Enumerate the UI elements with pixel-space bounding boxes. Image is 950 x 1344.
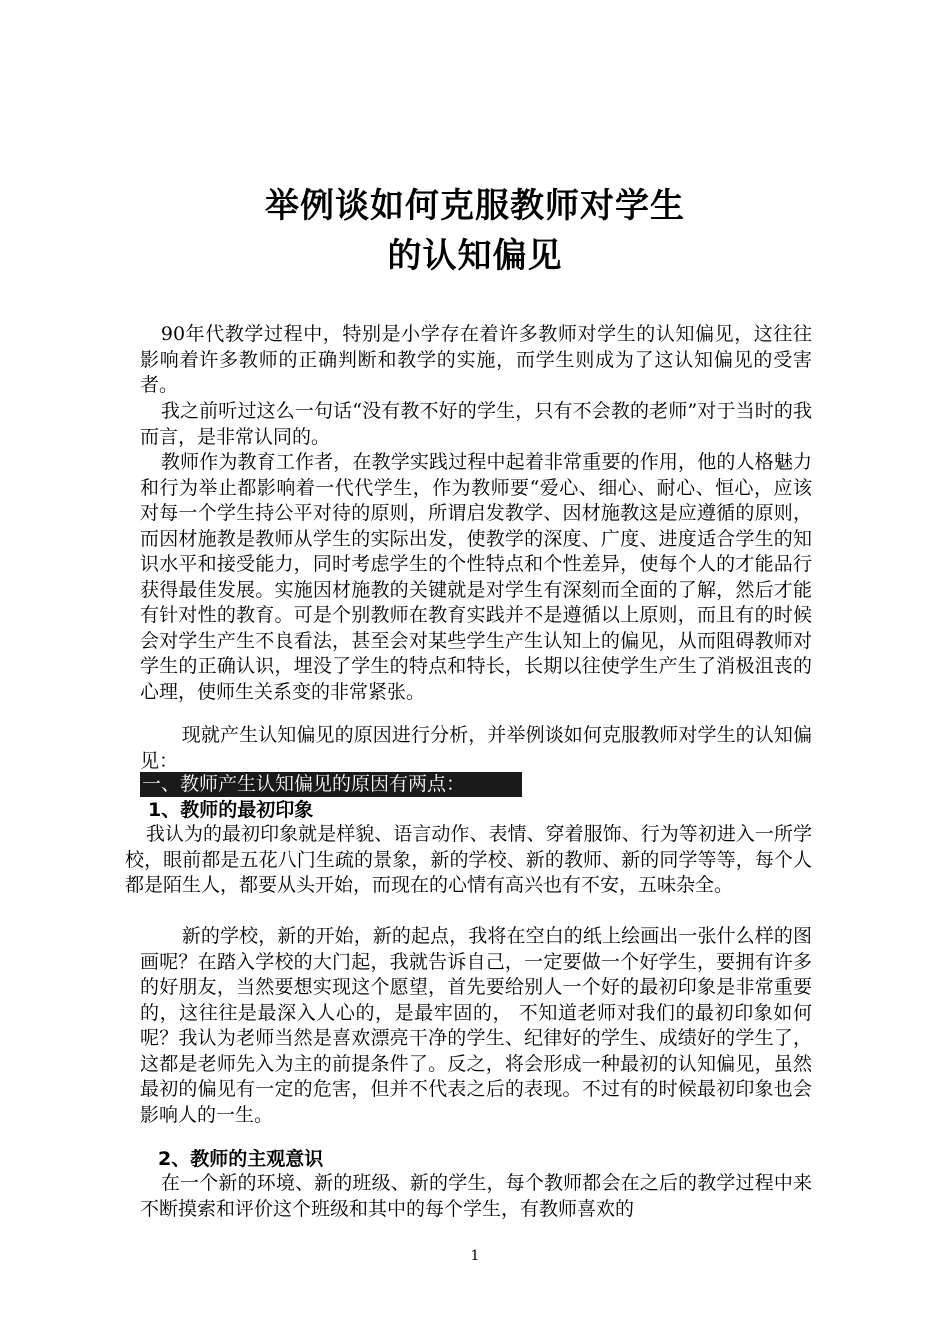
paragraph-quote: 我之前听过这么一句话“没有教不好的学生，只有不会教的老师”对于当时的我而言，是非常认同的。 [140, 400, 812, 448]
paragraph-first-impression-2: 新的学校，新的开始，新的起点，我将在空白的纸上绘画出一张什么样的图画呢？在踏入学校的大门起，我就告诉自己，一定要做一个好学生，要拥有许多的好朋友，当然要想实现这个愿望，首先要给别人一个好的最初印象是非常重要的，这往往是最深入人心的，是最牢固的， 不知道老师对我们的最初印象如何呢？我认为老师当然是喜欢漂亮干净的学生、纪律好的学生、成绩好的学生了，这都是老师先入为主的前提条件了。反之，将会形成一种最初的认知偏见，虽然最初的偏见有一定的危害，但并不代表之后的表现。不过有的时候最初印象也会影响人的一生。 [140, 925, 812, 1126]
section-heading: 一、教师产生认知偏见的原因有两点： [140, 772, 522, 797]
document-title-line2: 的认知偏见 [387, 236, 563, 276]
paragraph-analysis-intro: 现就产生认知偏见的原因进行分析，并举例谈如何克服教师对学生的认知偏见： [140, 724, 812, 772]
subsection-title-subjective: 2、教师的主观意识 [158, 1148, 324, 1170]
paragraph-intro: 90年代教学过程中，特别是小学存在着许多教师对学生的认知偏见，这往往影响着许多教师的正确判断和教学的实施，而学生则成为了这认知偏见的受害者。 [140, 323, 812, 396]
subsection-title-first-impression: 1、教师的最初印象 [148, 799, 314, 821]
paragraph-first-impression-1: 我认为的最初印象就是样貌、语言动作、表情、穿着服饰、行为等初进入一所学校，眼前都是五花八门生疏的景象，新的学校、新的教师、新的同学等等，每个人都是陌生人，都要从头开始，而现在的心情有高兴也有不安，五味杂全。 [125, 823, 812, 896]
paragraph-teacher-role: 教师作为教育工作者，在教学实践过程中起着非常重要的作用，他的人格魅力和行为举止都影响着一代代学生，作为教师要“爱心、细心、耐心、恒心，应该对每一个学生持公平对待的原则，所谓启发教学、因材施教这是应遵循的原则，而因材施教是教师从学生的实际出发，使教学的深度、广度、进度适合学生的知识水平和接受能力，同时考虑学生的个性特点和个性差异，使每个人的才能品行获得最佳发展。实施因材施教的关键就是对学生有深刻而全面的了解，然后才能有针对性的教育。可是个别教师在教育实践并不是遵循以上原则，而且有的时候会对学生产生不良看法，甚至会对某些学生产生认知上的偏见，从而阻碍教师对学生的正确认识，埋没了学生的特点和特长，长期以往使学生产生了消极沮丧的心理，使师生关系变的非常紧张。 [140, 451, 812, 703]
paragraph-subjective-1: 在一个新的环境、新的班级、新的学生，每个教师都会在之后的教学过程中来不断摸索和评价这个班级和其中的每个学生，有教师喜欢的 [140, 1172, 812, 1220]
page-number: 1 [470, 1248, 480, 1264]
document-title-line1: 举例谈如何克服教师对学生 [265, 186, 685, 226]
